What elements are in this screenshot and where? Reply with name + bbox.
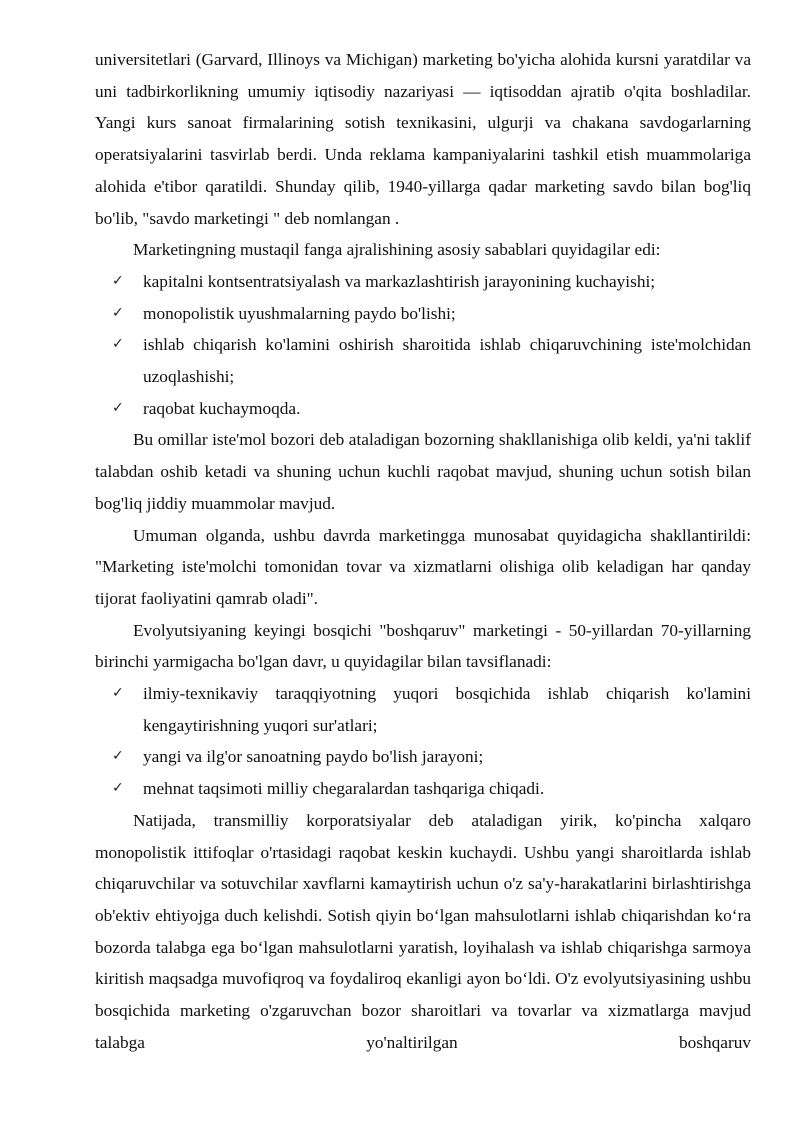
- list-item: [95, 741, 751, 773]
- list-item: [95, 773, 751, 805]
- paragraph-5: Evolyutsiyaning keyingi bosqichi "boshqaruv" marketingi - 50-yillardan 70-yillarning birinchi yarmigacha bo'lgan davr, u quyidagilar bilan tavsiflanadi:: [95, 620, 751, 672]
- paragraph-2: Marketingning mustaqil fanga ajralishining asosiy sabablari quyidagilar edi:: [133, 240, 661, 260]
- checkmark-icon: ✓: [112, 780, 124, 797]
- checkmark-icon: ✓: [112, 336, 124, 353]
- checkmark-icon: ✓: [112, 685, 124, 702]
- checkmark-icon: ✓: [112, 399, 124, 416]
- list-item-text: raqobat kuchaymoqda.: [143, 398, 301, 418]
- list-item-text: ilmiy-texnikaviy taraqqiyotning yuqori bosqichida ishlab chiqarish ko'lamini kengaytirishning yuqori sur'atlari;: [143, 684, 751, 735]
- bullet-list-2: [95, 678, 751, 805]
- list-item-text: ishlab chiqarish ko'lamini oshirish sharoitida ishlab chiqaruvchining iste'molchidan uzoqlashishi;: [143, 335, 751, 387]
- list-item: [95, 266, 751, 298]
- checkmark-icon: ✓: [112, 748, 124, 765]
- list-item: [95, 329, 751, 392]
- list-item-text: mehnat taqsimoti milliy chegaralardan tashqariga chiqadi.: [143, 779, 545, 799]
- document-page: [95, 44, 751, 1059]
- list-item-text: kapitalni kontsentratsiyalash va markazlashtirish jarayonining kuchayishi;: [143, 271, 656, 291]
- list-item-text: monopolistik uyushmalarning paydo bo'lishi;: [143, 303, 456, 323]
- paragraph-6: Natijada, transmilliy korporatsiyalar deb ataladigan yirik, ko'pincha xalqaro monopolistik ittifoqlar o'rtasidagi raqobat keskin kuchaydi. Ushbu yangi sharoitlarda ishlab chiqaruvchilar va sotuvchilar xavflarni kamaytirish uchun o'z sa'y-harakatlarini birlashtirishga ob'ektiv ehtiyojga duch kelishdi. Sotish qiyin bo‘lgan mahsulotlarni ishlab chiqarishdan ko‘ra bozorda talabga ega bo‘lgan mahsulotlarni yaratish, loyihalash va ishlab chiqarishga sarmoya kiritish maqsadga muvofiqroq va foydaliroq ekanligi ayon bo‘ldi. O'z evolyutsiyasining ushbu bosqichida marketing o'zgaruvchan bozor sharoitlari va tovarlar va xizmatlarga mavjud talabga yo'naltirilgan boshqaruv: [95, 810, 751, 1052]
- checkmark-icon: ✓: [112, 272, 124, 289]
- checkmark-icon: ✓: [112, 304, 124, 321]
- list-item: [95, 298, 751, 330]
- paragraph-3: Bu omillar iste'mol bozori deb ataladigan bozorning shakllanishiga olib keldi, ya'ni taklif talabdan oshib ketadi va shuning uchun kuchli raqobat mavjud, shuning uchun sotish bilan bog'liq jiddiy muammolar mavjud.: [95, 430, 751, 513]
- paragraph-1: universitetlari (Garvard, Illinoys va Michigan) marketing bo'yicha alohida kursni yaratdilar va uni tadbirkorlikning umumiy iqtisodiy nazariyasi — iqtisoddan ajratib o'qita boshladilar. Yangi kurs sanoat firmalarining sotish texnikasini, ulgurji va chakana savdogarlarning operatsiyalarini tasvirlab berdi. Unda reklama kampaniyalarini tashkil etish muammolariga alohida e'tibor qaratildi. Shunday qilib, 1940-yillarga qadar marketing savdo bilan bog'liq bo'lib, "savdo marketingi " deb nomlangan .: [95, 50, 751, 228]
- list-item-text: yangi va ilg'or sanoatning paydo bo'lish jarayoni;: [143, 747, 484, 767]
- list-item: [95, 393, 751, 425]
- paragraph-4: Umuman olganda, ushbu davrda marketingga munosabat quyidagicha shakllantirildi: "Marketing iste'molchi tomonidan tovar va xizmatlarni olishiga olib keladigan har qanday tijorat faoliyatini qamrab oladi".: [95, 525, 751, 608]
- list-item: [95, 678, 751, 741]
- bullet-list-1: [95, 266, 751, 425]
